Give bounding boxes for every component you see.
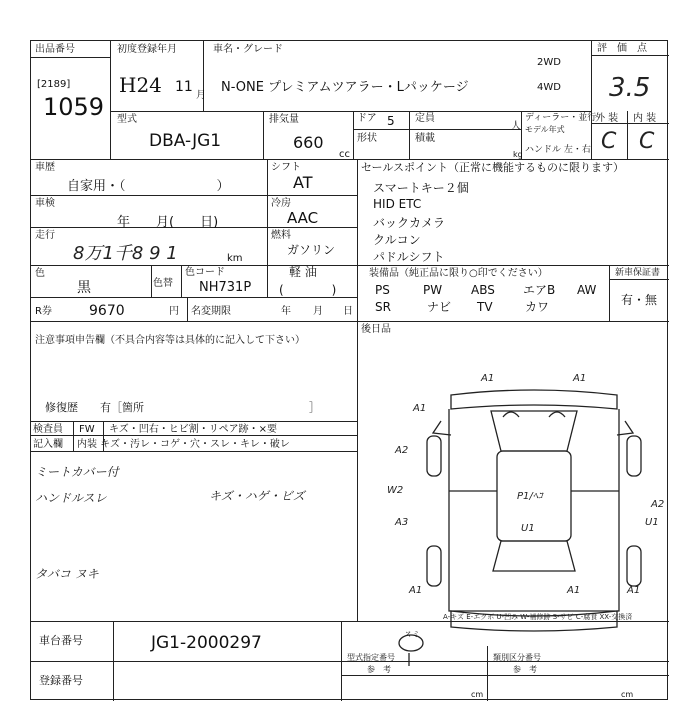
- reg-month: 11: [175, 79, 193, 95]
- nc-month: 月: [313, 306, 323, 317]
- score-label: 評 価 点: [597, 43, 647, 54]
- kg-unit: kg: [513, 150, 523, 159]
- history-value: 自家用・（ ）: [67, 179, 230, 194]
- car-name-label: 車名・グレード: [213, 44, 283, 55]
- door-label: ドア: [357, 113, 377, 124]
- interior-legend: 内装 キズ・汚レ・コゲ・穴・スレ・キレ・破レ: [77, 439, 290, 450]
- equip-aw: AW: [577, 283, 597, 297]
- color-label: 色: [35, 268, 45, 279]
- ref-label: 参 考: [513, 665, 537, 674]
- mileage-label: 走行: [35, 230, 55, 241]
- damage-mark: A3: [395, 517, 409, 528]
- shape-label: 形状: [357, 133, 377, 144]
- equip-navi: ナビ: [427, 300, 452, 314]
- front-detail: [503, 412, 519, 417]
- color-code-label: 色コード: [185, 267, 225, 278]
- model-year-label: モデル年式: [525, 125, 565, 134]
- damage-mark: A1: [567, 585, 581, 596]
- registration-label: 登録番号: [39, 674, 83, 687]
- inspection-label: 車検: [35, 198, 55, 209]
- lot-number: 1059: [43, 93, 105, 121]
- shift-value: AT: [293, 173, 313, 192]
- equip-tv: TV: [477, 300, 493, 314]
- damage-mark: U1: [645, 517, 659, 528]
- dealer-label: ディーラー・並行: [525, 113, 597, 123]
- rear-window: [493, 541, 575, 571]
- nc-year: 年: [281, 306, 291, 317]
- recycle-label: R券: [35, 306, 52, 317]
- era-year: H24: [119, 73, 162, 97]
- exterior-label: 外 装: [595, 113, 619, 124]
- sales-point: バックカメラ: [373, 216, 446, 230]
- lot-sub: [2189]: [37, 79, 71, 90]
- displacement: 660: [293, 133, 324, 152]
- sales-point: HID ETC: [373, 197, 422, 211]
- sales-points-title: セールスポイント（正常に機能するものに限ります）: [361, 161, 625, 174]
- drive-4wd: 4WD: [537, 82, 561, 93]
- wheel-rl: [427, 546, 441, 586]
- damage-mark: A1: [481, 373, 495, 384]
- recycle-fee: 9670: [89, 303, 125, 319]
- name-change-label: 名変期限: [191, 306, 231, 317]
- drive-2wd: 2WD: [537, 57, 561, 68]
- exterior-legend: キズ・凹右・ヒビ割・リペア跡・×要: [109, 424, 277, 435]
- auction-sheet: [30, 40, 668, 700]
- equip-pw: PW: [423, 283, 443, 297]
- km-unit: km: [227, 253, 243, 264]
- damage-mark: U1: [521, 523, 535, 534]
- body-outline: [449, 409, 619, 611]
- damage-mark: A2: [651, 499, 665, 510]
- front-bumper: [451, 390, 617, 409]
- color-change-label: 色替: [153, 278, 173, 289]
- fuel-label: 燃料: [271, 230, 291, 241]
- equipment-title: 装備品（純正品に限り○印でください）: [369, 268, 548, 279]
- damage-mark: A1: [627, 585, 641, 596]
- chassis-number: JG1-2000297: [151, 633, 262, 653]
- fuel-other: ( ): [279, 283, 337, 297]
- fuel-gasoline: ガソリン: [287, 243, 336, 257]
- nc-day: 日: [343, 306, 353, 317]
- equip-ps: PS: [375, 283, 390, 297]
- fuel-diesel: 軽 油: [289, 265, 317, 279]
- model-label: 型式: [117, 114, 137, 125]
- handwritten-note: キズ・ハゲ・ビズ: [209, 489, 305, 503]
- handwritten-note: タバコ ヌキ: [35, 567, 99, 581]
- history-label: 車歴: [35, 162, 55, 173]
- sales-point: クルコン: [373, 233, 421, 247]
- sales-point: スマートキー２個: [373, 181, 469, 195]
- door-count: 5: [387, 114, 395, 128]
- damage-mark: A2: [395, 445, 409, 456]
- damage-mark: P1/ﾍｺ: [517, 491, 543, 502]
- ac-label: 冷房: [271, 198, 291, 209]
- interior-label: 内 装: [633, 113, 657, 124]
- overall-score: 3.5: [609, 73, 651, 103]
- equip-sr: SR: [375, 300, 391, 314]
- car-name: N-ONE プレミアムツアラー・Lパッケージ: [221, 80, 469, 95]
- mileage-value: 8万1千8 9 1: [73, 243, 178, 264]
- notes-title: 注意事項申告欄（不具合内容等は具体的に記入して下さい）: [35, 335, 305, 346]
- color-code: NH731P: [199, 280, 252, 295]
- wheel-rr: [627, 546, 641, 586]
- damage-mark: A1: [409, 585, 423, 596]
- handwritten-note: ハンドルスレ: [35, 491, 107, 505]
- person-unit: 人: [511, 121, 521, 132]
- ref-label: 参 考: [367, 665, 391, 674]
- equip-abs: ABS: [471, 283, 495, 297]
- damage-mark: W2: [387, 485, 404, 496]
- interior-grade: C: [639, 129, 655, 154]
- capacity-label: 定員: [415, 113, 435, 124]
- month-unit: 月: [196, 90, 206, 101]
- damage-mark: A1: [573, 373, 587, 384]
- inspection-value: 年 月( 日): [117, 215, 219, 230]
- back-items-label: 後日品: [361, 324, 391, 335]
- wheel-fr: [627, 436, 641, 476]
- notes-label: 記入欄: [33, 439, 63, 450]
- warranty-label: 新車保証書: [615, 268, 661, 278]
- warranty-value: 有・無: [621, 293, 658, 307]
- cc-unit: cc: [339, 149, 350, 160]
- cm-unit: cm: [621, 690, 634, 699]
- chassis-label: 車台番号: [39, 634, 83, 647]
- displacement-label: 排気量: [269, 114, 299, 125]
- type-spec-label: 型式指定番号: [347, 653, 395, 662]
- reg-date-label: 初度登録年月: [117, 44, 177, 55]
- shift-label: シフト: [271, 162, 301, 173]
- windshield: [491, 411, 577, 451]
- exterior-grade: C: [601, 129, 617, 154]
- equip-airbag: エアB: [523, 283, 556, 297]
- inspector-label: 検査員: [33, 424, 63, 435]
- ac-value: AAC: [287, 209, 319, 227]
- sales-point: パドルシフト: [373, 250, 445, 264]
- damage-mark: A1: [413, 403, 427, 414]
- yen-unit: 円: [169, 306, 179, 317]
- damage-mark: スミ: [403, 630, 419, 639]
- car-damage-diagram: [31, 41, 669, 701]
- cm-unit: cm: [471, 690, 484, 699]
- left-mirror: [433, 421, 451, 435]
- class-label: 類別区分番号: [493, 653, 541, 662]
- lot-label: 出品番号: [35, 44, 75, 55]
- front-detail: [549, 412, 565, 417]
- model-code: DBA-JG1: [149, 131, 222, 151]
- equip-leather: カワ: [525, 300, 550, 314]
- load-label: 積載: [415, 133, 435, 144]
- repair-history: 修復歴 有［箇所 ］: [45, 401, 320, 414]
- handwritten-note: ミートカバー付: [35, 465, 119, 479]
- color-value: 黒: [77, 280, 91, 296]
- fw-label: FW: [79, 424, 95, 435]
- handle-label: ハンドル 左・右: [525, 145, 591, 155]
- damage-legend: A-キズ E-エクボ U-凹み W-補修跡 S-サビ C-腐食 XX-交換済: [443, 613, 633, 621]
- wheel-fl: [427, 436, 441, 476]
